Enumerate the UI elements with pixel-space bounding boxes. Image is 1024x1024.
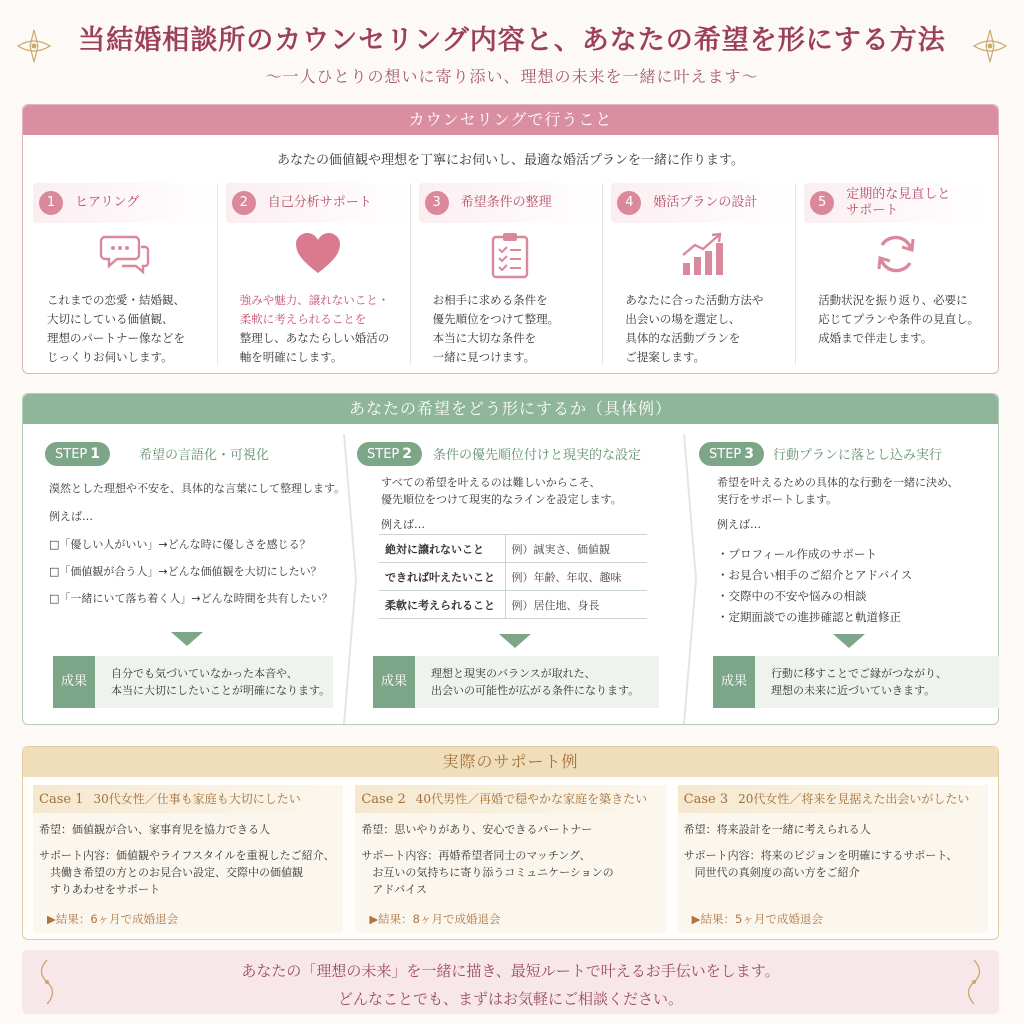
- growth-chart-icon: [679, 231, 727, 277]
- table-row: 絶対に譲れないこと 例）誠実さ、価値観: [379, 535, 647, 563]
- case-number: Case 3: [683, 792, 729, 807]
- list-item: ・お見合い相手のご紹介とアドバイス: [717, 568, 913, 582]
- refresh-cycle-icon: [873, 231, 919, 277]
- heart-icon: [294, 231, 342, 275]
- step-title: 自己分析サポート: [267, 195, 372, 210]
- step-number: 5: [810, 191, 834, 215]
- flourish-ornament-icon: [970, 26, 1010, 66]
- page-title: 当結婚相談所のカウンセリング内容と、あなたの希望を形にする方法: [78, 25, 946, 56]
- step-badge: STEP 3: [699, 442, 764, 466]
- chat-bubbles-icon: [99, 231, 151, 277]
- case-support: サポート内容：再婚希望者同士のマッチング、 お互いの気持ちに寄り添うコミュニケーションの アドバイス: [361, 849, 614, 896]
- step-description: 強みや魅力、譲れないこと・ 柔軟に考えられることを 整理し、あなたらしい婚活の 軸を明確にします。: [239, 293, 390, 364]
- step-description: すべての希望を叶えるのは難しいからこそ、 優先順位をつけて現実的なラインを設定します。: [381, 476, 622, 506]
- case-card: [33, 785, 343, 933]
- result-tag: 成果: [53, 656, 95, 708]
- result-box: 成果 自分でも気づいていなかった本音や、 本当に大切にしたいことが明確になります。: [53, 656, 333, 708]
- case-hope: 希望：価値観が合い、家事育児を協力できる人: [39, 823, 270, 836]
- page-header: [0, 0, 1024, 98]
- case-profile: 30代女性／仕事も家庭も大切にしたい: [93, 792, 301, 806]
- case-card: [678, 785, 988, 933]
- case-result: ▶結果：5ヶ月で成婚退会: [691, 912, 823, 926]
- flourish-ornament-icon: [959, 958, 989, 1006]
- case-hope: 希望：将来設計を一緒に考えられる人: [683, 823, 871, 836]
- list-item: □「価値観が合う人」→どんな価値観を大切にしたい？: [49, 565, 322, 578]
- step-description: あなたに合った活動方法や 出会いの場を選定し、 具体的な活動プランを ご提案します。: [625, 293, 764, 364]
- case-result: ▶結果：6ヶ月で成婚退会: [47, 912, 179, 926]
- step-title: 希望の言語化・可視化: [139, 448, 270, 463]
- step-title: 条件の優先順位付けと現実的な設定: [433, 448, 642, 463]
- step-number: 2: [232, 191, 256, 215]
- down-arrow-icon: [833, 634, 865, 648]
- list-item: □「優しい人がいい」→どんな時に優しさを感じる？: [49, 538, 311, 551]
- howto-heading: あなたの希望をどう形にするか（具体例）: [23, 394, 998, 424]
- list-item: ・定期面談での進捗確認と軌道修正: [717, 610, 901, 624]
- counseling-step-4: [611, 183, 796, 365]
- footer-banner: [22, 950, 999, 1014]
- result-tag: 成果: [713, 656, 755, 708]
- case-number: Case 2: [361, 792, 406, 807]
- case-hope: 希望：思いやりがあり、安心できるパートナー: [361, 823, 593, 836]
- step-description: これまでの恋愛・結婚観、 大切にしている価値観、 理想のパートナー像などを じっくりお伺いします。: [47, 293, 185, 364]
- list-item: □「一緒にいて落ち着く人」→どんな時間を共有したい？: [49, 592, 333, 605]
- step-number: 3: [425, 191, 449, 215]
- counseling-section: [22, 104, 999, 374]
- step-description: お相手に求める条件を 優先順位をつけて整理。 本当に大切な条件を 一緒に見つけます。: [432, 293, 560, 364]
- example-label: 例えば…: [381, 518, 425, 531]
- table-row: できれば叶えたいこと 例）年齢、年収、趣味: [379, 563, 647, 591]
- counseling-heading: カウンセリングで行うこと: [23, 105, 998, 135]
- action-list: [717, 546, 912, 630]
- case-profile: 20代女性／将来を見据えた出会いがしたい: [738, 792, 970, 806]
- down-arrow-icon: [171, 632, 203, 646]
- cases-heading: 実際のサポート例: [23, 747, 998, 777]
- step-badge: STEP 2: [357, 442, 422, 466]
- result-tag: 成果: [373, 656, 415, 708]
- cases-section: [22, 746, 999, 940]
- list-item: ・プロフィール作成のサポート: [717, 547, 877, 561]
- case-card: [355, 785, 665, 933]
- howto-step-3: [693, 424, 999, 724]
- result-box: 成果 理想と現実のバランスが取れた、 出会いの可能性が広がる条件になります。: [373, 656, 659, 708]
- step-title: 婚活プランの設計: [653, 195, 758, 210]
- clipboard-checklist-icon: [490, 231, 530, 279]
- case-support: サポート内容：将来のビジョンを明確にするサポート、 同世代の真剣度の高い方をご紹介: [683, 849, 958, 879]
- case-profile: 40代男性／再婚で穏やかな家庭を築きたい: [415, 792, 648, 806]
- page-subtitle: 〜一人ひとりの想いに寄り添い、理想の未来を一緒に叶えます〜: [265, 67, 759, 86]
- step-description: 希望を叶えるための具体的な行動を一緒に決め、 実行をサポートします。: [717, 476, 959, 506]
- footer-cta: どんなことでも、まずはお気軽にご相談ください。: [337, 990, 683, 1008]
- priority-table: [379, 534, 647, 619]
- step-title: 定期的な見直しと サポート: [846, 187, 951, 218]
- counseling-steps: [33, 183, 988, 365]
- step-title: ヒアリング: [75, 195, 140, 210]
- counseling-step-2: [226, 183, 411, 365]
- counseling-intro: あなたの価値観や理想を丁寧にお伺いし、最適な婚活プランを一緒に作ります。: [277, 153, 744, 168]
- counseling-step-1: [33, 183, 218, 365]
- case-result: ▶結果：8ヶ月で成婚退会: [369, 912, 501, 926]
- counseling-step-3: [419, 183, 604, 365]
- step-title: 行動プランに落とし込み実行: [773, 448, 943, 463]
- step-title: 希望条件の整理: [460, 195, 552, 210]
- footer-message: あなたの「理想の未来」を一緒に描き、最短ルートで叶えるお手伝いをします。: [241, 962, 780, 980]
- step-description: 漠然とした理想や不安を、具体的な言葉にして整理します。: [49, 482, 346, 495]
- howto-step-1: [23, 424, 353, 724]
- down-arrow-icon: [499, 634, 531, 648]
- example-list: [49, 536, 333, 617]
- step-badge: STEP 1: [45, 442, 110, 466]
- example-label: 例えば…: [717, 518, 761, 531]
- result-box: 成果 行動に移すことでご縁がつながり、 理想の未来に近づいていきます。: [713, 656, 999, 708]
- counseling-step-5: [804, 183, 988, 365]
- example-label: 例えば…: [49, 510, 93, 523]
- list-item: ・交際中の不安や悩みの相談: [717, 589, 867, 603]
- case-number: Case 1: [39, 792, 84, 807]
- howto-step-2: [353, 424, 693, 724]
- step-number: 1: [39, 191, 63, 215]
- step-description: 活動状況を振り返り、必要に 応じてプランや条件の見直し。 成婚まで伴走します。: [818, 293, 980, 345]
- table-row: 柔軟に考えられること 例）居住地、身長: [379, 591, 647, 619]
- step-number: 4: [617, 191, 641, 215]
- case-support: サポート内容：価値観やライフスタイルを重視したご紹介、 共働き希望の方とのお見合い設定、交際中の価値観 すりあわせをサポート: [39, 849, 335, 896]
- howto-section: [22, 393, 999, 725]
